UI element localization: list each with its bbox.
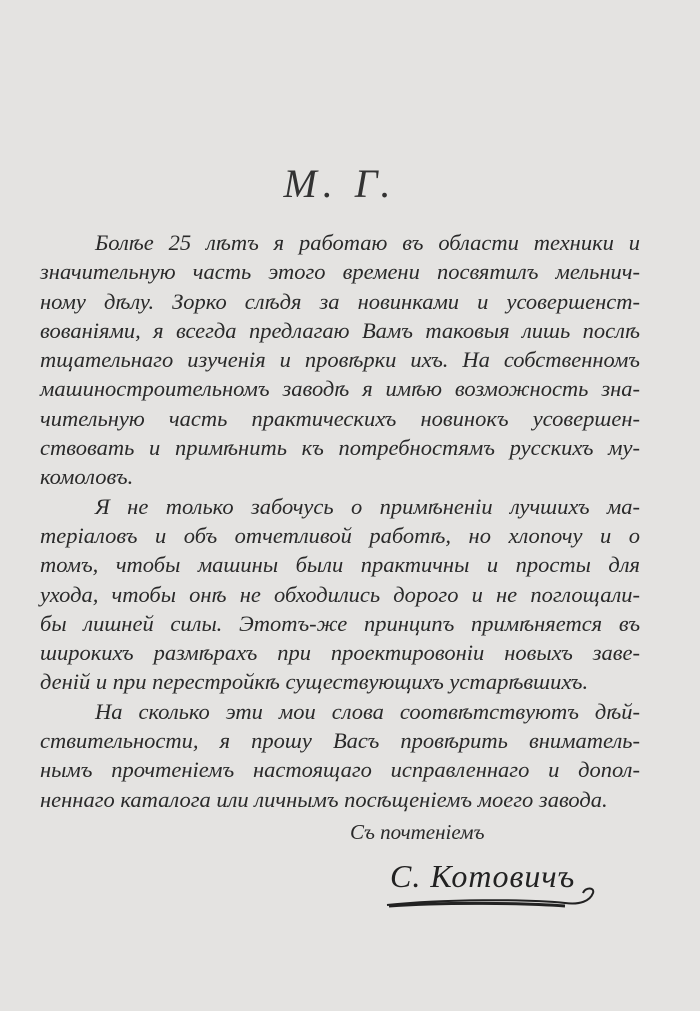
text-line: машиностроительномъ заводѣ я имѣю возможность зна-	[40, 376, 640, 402]
text-line: томъ, чтобы машины были практичны и просты для	[40, 552, 640, 578]
text-line: ствительности, я прошу Васъ провѣрить вниматель-	[40, 728, 640, 754]
text-line: чительную часть практическихъ новинокъ усовершен-	[40, 405, 640, 431]
closing-phrase: Съ почтеніемъ	[350, 820, 485, 844]
text-line: ствовать и примѣнить къ потребностямъ русскихъ му-	[40, 435, 640, 461]
text-line: широкихъ размѣрахъ при проектировоніи новыхъ заве-	[40, 640, 640, 666]
signature-underline-flourish	[385, 885, 600, 915]
salutation-heading: М. Г.	[283, 161, 397, 206]
text-line: Болѣе 25 лѣтъ я работаю въ области техники и	[95, 230, 640, 255]
text-line: Я не только забочусь о примѣненіи лучшихъ ма-	[95, 493, 640, 519]
text-line: неннаго каталога или личнымъ посѣщеніемъ моего завода.	[40, 786, 608, 812]
text-line: ухода, чтобы онѣ не обходились дорого и не поглощали-	[40, 581, 640, 607]
text-line: тщательнаго изученія и провѣрки ихъ. На собственномъ	[40, 347, 640, 373]
text-line: вованіями, я всегда предлагаю Вамъ таковыя лишь послѣ	[40, 317, 640, 343]
signature: С. Котовичъ	[390, 858, 576, 894]
text-line: На сколько эти мои слова соотвѣтствуютъ дѣй-	[95, 698, 640, 724]
text-line: теріаловъ и объ отчетливой работѣ, но хлопочу и о	[40, 522, 640, 548]
text-line: деній и при перестройкѣ существующихъ устарѣвшихъ.	[40, 669, 589, 695]
text-line: ному дѣлу. Зорко слѣдя за новинками и усовершенст-	[40, 288, 640, 314]
text-line: бы лишней силы. Этотъ-же принципъ примѣняется въ	[40, 610, 640, 636]
text-line: значительную часть этого времени посвятилъ мельнич-	[40, 259, 640, 285]
text-line: комоловъ.	[40, 464, 134, 490]
text-line: нымъ прочтеніемъ настоящаго исправленнаго и допол-	[40, 757, 640, 783]
letter-body	[40, 228, 640, 814]
